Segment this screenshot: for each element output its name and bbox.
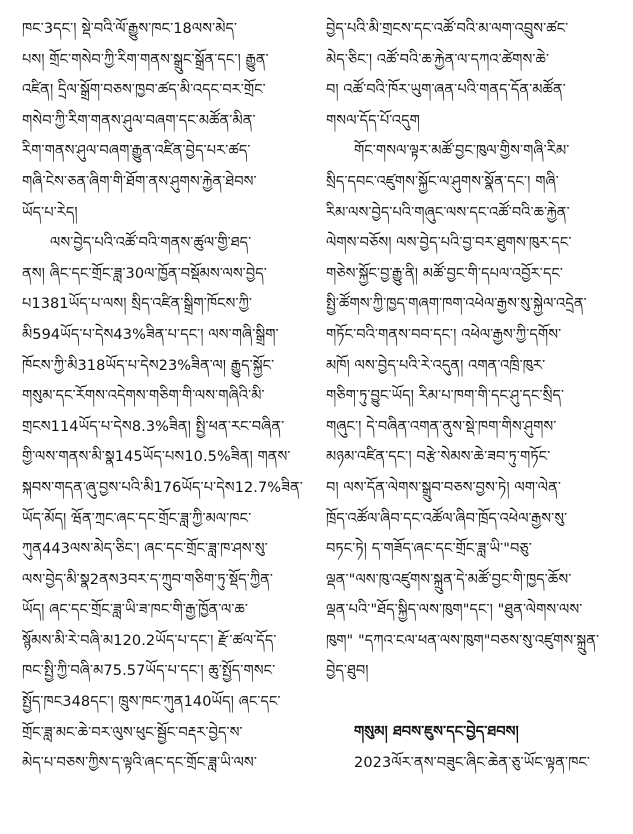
text-line: སྙོམས་མི་རེ་བཞི་མ120.2ཡོད་པ་དང་། རྫོ་ཚལ་དོད་ [22,632,277,649]
text-line: བཏང་ཏེ། ད་གཟོད་ཞང་དང་གྲོང་ཟླ་ཡི་"བཅུ་ [326,541,532,558]
text-line: གཅིག་ཏུ་བྱུང་ཡོད། རིམ་པ་ཁག་གི་དང་ཤུ་དང་སྲིད་ [326,388,565,405]
text-line: རིམ་ལས་བྱེད་པའི་གཞུང་ལས་དང་འཚོ་བའི་ཆ་རྐྱེན་ [326,204,570,221]
text-line: གཅེས་སྐྱོང་བྱ་རྒྱུ་ནི། མཚོ་བྱང་གི་དཔལ་འབྱོར་དང་ [326,265,564,282]
text-line: གཞི་ངེས་ཅན་ཞིག་གི་ཐོག་ནས་ཤུགས་རྐྱེན་ཐེབས་ [22,173,257,190]
text-line: མི594ཡོད་པ་དེས43%ཟིན་པ་དང་། ལས་གཞི་སྒྲིག་ [22,326,279,343]
text-line: བྱེད་པའི་མི་གྲངས་དང་འཚོ་བའི་མ་ལག་འབྲུས་ཚང་ [326,21,569,37]
text-line: བ། འཚོ་བའི་ཁོར་ཡུག་ཞན་པའི་གནད་དོན་མཚོན་ [326,82,566,99]
text-line: གྲོང་ཟླ་མང་ཆེ་བར་ལུས་ཕུང་སྦྱོང་བརྡར་བྱེད་ས་ [22,724,243,741]
text-line: ལྡན་"ལས་ཁུ་འཛུགས་སྐྲུན་དེ་མཚོ་བྱང་གི་ཁྱད་ཆོས་ [326,571,572,588]
text-line: ཡོད། ཞང་དང་གྲོང་ཟླ་ཡི་ཟ་ཁང་གི་རྒྱ་ཁྱོན་ལ་ཆ་ [22,602,249,619]
text-line: འཛིན། དྲིལ་སྒྲོག་བཅས་ཁྱབ་ཚད་མི་འདང་བར་གྲོང་ [22,82,266,99]
text-line: པ1381ཡོད་པ་ལས། སྲིད་འཛིན་སྒྲིག་ཁོངས་ཀྱི་ [22,296,253,313]
text-line: མཁོ། ལས་བྱེད་པའི་རེ་འདུན། འགན་འཁྲི་ཁུར་ [326,357,546,374]
text-line: གསལ་དོད་པོ་འདུག [326,112,420,129]
text-line: མཉམ་འཛིན་དང་། བརྩེ་སེམས་ཆེ་ཟབ་ཏུ་གཏོང་ [326,449,551,466]
text-line: ཁོངས་ཀྱི་མི318ཡོད་པ་དེས23%ཟིན་ལ། རྒྱུད་སྐྱོང་ [22,357,275,374]
text-line: ཡོད་པ་རེད། [22,204,78,221]
text-line: གསེབ་ཀྱི་རིག་གནས་ཤུལ་བཞག་དང་མཚོན་མིན་ [22,112,256,129]
text-line: བ། ལས་དོན་ལེགས་སྒྲུབ་བཅས་བྱས་ཏེ། ལག་ལེན་ [326,479,562,496]
text-line: བྱེད་ཐུབ། [326,663,369,680]
text-line: མེད་ཅིང་། འཚོ་བའི་ཆ་རྐྱེན་ལ་དཀའ་ཚེགས་ཆེ་ [326,51,550,68]
text-line: ཁུག" "དཀའ་ངལ་ཕན་ལས་ཁུག"བཅས་སུ་འཛུགས་སྐྲུན་ [326,632,600,649]
text-line: སྐབས་གདན་ཞུ་བྱས་པའི་མི176ཡོད་པ་དེས12.7%ཟིན་ [22,479,303,496]
text-line: སྤྱོད་ཁང348དང་། ཁྲུས་ཁང་ཀུན140ཡོད། ཞང་དང་ [22,694,281,711]
text-line: གྲངས114ཡོད་པ་དེས8.3%ཟིན། སྤྱི་ཕན་རང་བཞིན་ [22,418,285,435]
text-line: ལས་བྱེད་པའི་འཚོ་བའི་གནས་ཚུལ་གྱི་ཐད་ [50,235,252,252]
text-line: གཏོང་བའི་གནས་བབ་དང་། འཕེལ་རྒྱས་ཀྱི་དགོས་ [326,326,562,343]
text-line: གསུམ་དང་རོགས་འདེགས་གཅིག་གི་ལས་གཞིའི་མི་ [22,388,265,405]
right-column-body [326,14,614,687]
text-line: ལྡན་པའི་"ཐོད་སྐྱིད་ལས་ཁུག"དང་། "ཐུན་ལེགས་ལས་ [326,602,583,619]
text-line: ཁྲོད་འཚོལ་ཞིབ་དང་འཚོལ་ཞིབ་ཁྲོད་འཕེལ་རྒྱས་སུ་ [326,510,568,527]
text-line: མེད་པ་བཅས་ཀྱིས་ད་ལྟའི་ཞང་དང་གྲོང་ཟླ་ཡི་ལས་ [22,755,257,772]
left-column [22,14,310,779]
text-line: སྤྱི་ཚོགས་ཀྱི་ཁྱད་གཞག་ཁག་འཕེལ་རྒྱས་སུ་སྐྱེལ་འདྲེན་ [326,296,587,313]
text-line: ཀུན443ལས་མེད་ཅིང་། ཞང་དང་གྲོང་ཟླ་ཁ་ཤས་སུ་ [22,541,268,558]
text-line: སྲིད་དབང་འཛུགས་སྐྱོང་ལ་ཤུགས་སྣོན་དང་། གཞི་ [326,173,559,190]
text-line: ལེགས་བཅོས། ལས་བྱེད་པའི་བྱ་བར་ཐུགས་ཁུར་དང་ [326,235,572,252]
text-line: གོང་གསལ་ལྟར་མཚོ་བྱང་ཁུལ་གྱིས་གཞི་རིམ་ [354,143,570,160]
right-column [326,14,614,778]
text-line: ཁང་3དང་། སྡེ་བའི་ལོ་རྒྱུས་ཁང་18ལས་མེད་ [22,21,238,37]
text-line: པས། གྲོང་གསེབ་ཀྱི་རིག་གནས་སྒྲུང་སྒྲོན་དང་། རྒྱུན་ [22,51,269,68]
text-line: གཞུང་། དེ་བཞིན་འགན་ནུས་སྡེ་ཁག་གིས་ཤུགས་ [326,418,557,435]
text-line: ཁང་སྤྱི་ཀྱི་བཞི་མ75.57ཡོད་པ་དང་། ཆུ་སྤྱོད་གསང་ [22,663,276,680]
text-line: ནས། ཞིང་དང་གྲོང་ཟླ་30ལ་ཁྱོན་བསྡོམས་ལས་བྱེད་ [22,265,267,282]
text-line: གྱི་ལས་གནས་མི་སྣ145ཡོད་པས10.5%ཟིན། གནས་ [22,449,291,466]
text-line: རིག་གནས་ཤུལ་བཞག་རྒྱུན་འཛིན་བྱེད་པར་ཚད་ [22,143,251,160]
section-first-line: 2023ལོར་ནས་བཟུང་ཞིང་ཆེན་ཅུ་ཡོང་ལྟན་ཁང་ [354,754,591,771]
text-line: ཡོད་མོད། ཝོན་ཀྲང་ཞང་དང་གྲོང་ཟླ་ཀྱི་མལ་ཁང་ [22,510,252,527]
text-line: ལས་བྱེད་མི་སྣ2ནས3བར་ད་ཀྲུབ་གཅིག་ཏུ་སྡོད་ཀྱིན་ [22,571,274,588]
section-heading: གསུམ། ཐབས་ཇུས་དང་བྱེད་ཐབས། [354,724,519,741]
